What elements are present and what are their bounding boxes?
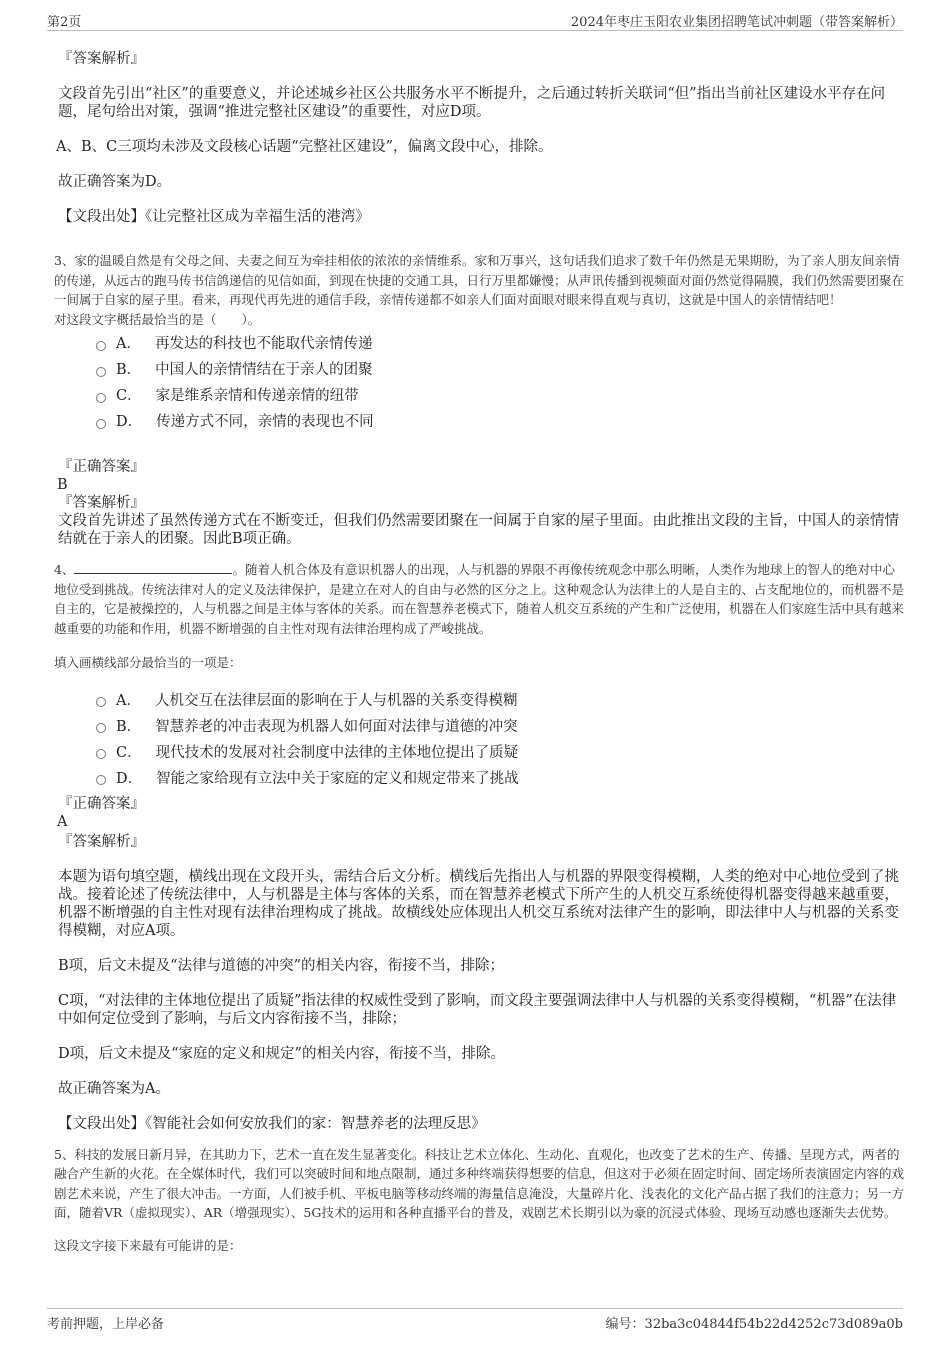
q3-stem: 3、家的温暖自然是有父母之间、夫妻之间互为牵挂相依的浓浓的亲情维系。家和万事兴，这句话我们追求了数千年仍然是无果期盼，为了亲人朋友间亲情的传递，从远古的跑马传书信鸽递信的见信如面，到现在快捷的交通工具，日行万里都嫌慢；从声讯传播到视频面对面仍然觉得隔膜，我们仍然需要团聚在一间属于自家的屋子里。看来，再现代再先进的通信手段，亲情传递都不如亲人们面对面眼对眼来得直观与真切，这就是中国人的亲情情结吧！ <box>54 253 905 307</box>
q4-option-c[interactable]: C． 现代技术的发展对社会制度中法律的主体地位提出了质疑 <box>96 740 950 766</box>
q3-analysis-label: 『答案解析』 <box>58 495 145 511</box>
radio-icon[interactable] <box>96 393 106 403</box>
q2-conclusion: 故正确答案为D。 <box>58 174 172 190</box>
q4-option-d[interactable]: D． 智能之家给现有立法中关于家庭的定义和规定带来了挑战 <box>96 766 950 792</box>
q4-analysis-text: 本题为语句填空题，横线出现在文段开头，需结合后文分析。横线后先指出人与机器的界限变得模糊，人类的绝对中心地位受到了挑战。接着论述了传统法律中，人与机器是主体与客体的关系，而在智慧养老模式下所产生的人机交互系统使得机器变得越来越重要，机器不断增强的自主性对现有法律治理构成了挑战。故横线处应体现出人机交互系统对法律产生的影响，即法律中人与机器的关系变得模糊，对应A项。 <box>58 868 899 939</box>
q3-options <box>0 331 950 435</box>
q4-option-d-analysis: D项，后文未提及“家庭的定义和规定”的相关内容，衔接不当，排除。 <box>58 1045 505 1062</box>
footer-divider <box>47 1308 903 1309</box>
radio-icon[interactable] <box>96 697 106 707</box>
q3-option-b[interactable]: B． 中国人的亲情情结在于亲人的团聚 <box>96 357 950 383</box>
q3-answer-label: 『正确答案』 <box>58 459 145 475</box>
q3-question: 对这段文字概括最恰当的是（ ）。 <box>54 311 261 327</box>
document-body <box>0 46 950 1255</box>
q4-stem: 4、 。随着人机合体及有意识机器人的出现，人与机器的界限不再像传统观念中那么明晰，人类作为地球上的智人的绝对中心地位受到挑战。传统法律对人的定义及法律保护，是建立在对人的自由与必然的区分之上。这种观念认为法律上的人是自主的、占支配地位的，而机器不是自主的，它是被操控的，人与机器之间是主体与客体的关系。而在智慧养老模式下，随着人机交互系统的产生和广泛使用，机器在人们家庭生活中具有越来越重要的功能和作用，机器不断增强的自主性对现有法律治理构成了严峻挑战。 <box>54 562 905 636</box>
radio-icon[interactable] <box>96 749 106 759</box>
q2-source: 【文段出处】《让完整社区成为幸福生活的港湾》 <box>58 209 370 225</box>
q4-option-b[interactable]: B． 智慧养老的冲击表现为机器人如何面对法律与道德的冲突 <box>96 714 950 740</box>
q4-source: 【文段出处】《智能社会如何安放我们的家：智慧养老的法理反思》 <box>58 1115 486 1132</box>
q3-option-d[interactable]: D． 传递方式不同，亲情的表现也不同 <box>96 409 950 435</box>
q4-option-b-analysis: B项，后文未提及“法律与道德的冲突”的相关内容，衔接不当，排除； <box>58 957 504 974</box>
radio-icon[interactable] <box>96 775 106 785</box>
footer-serial: 编号：32ba3c04844f54b22d4252c73d089a0b <box>605 1317 903 1332</box>
q2-analysis-label: 『答案解析』 <box>58 51 145 67</box>
q4-option-c-analysis: C项，“对法律的主体地位提出了质疑”指法律的权威性受到了影响，而文段主要强调法律中人与机器的关系变得模糊，“机器”在法律中如何定位受到了影响，与后文内容衔接不当，排除； <box>58 992 897 1027</box>
q4-question: 填入画横线部分最恰当的一项是： <box>54 655 242 670</box>
q4-conclusion: 故正确答案为A。 <box>58 1080 170 1097</box>
q5-stem: 5、科技的发展日新月异，在其助力下，艺术一直在发生显著变化。科技让艺术立体化、生动化、直观化，也改变了艺术的生产、传播、呈现方式，两者的融合产生新的火花。在全媒体时代，我们可以突破时间和地点限制，通过多种终端获得想要的信息，但这对于必须在固定时间、固定场所表演固定内容的戏剧艺术来说，产生了很大冲击。一方面，人们被手机、平板电脑等移动终端的海量信息淹没，大量碎片化、浅表化的文化产品占据了我们的注意力；另一方面，随着VR（虚拟现实）、AR（增强现实）、5G技术的运用和各种直播平台的普及，戏剧艺术长期引以为豪的沉浸式体验、现场互动感也逐渐失去优势。 <box>54 1146 905 1220</box>
q4-analysis-label: 『答案解析』 <box>58 833 145 850</box>
q2-analysis-text: 文段首先引出“社区”的重要意义，并论述城乡社区公共服务水平不断提升，之后通过转折关联词“但”指出当前社区建设水平存在问题，尾句给出对策，强调“推进完整社区建设”的重要性，对应D项。 <box>58 86 886 120</box>
q4-answer: A <box>57 813 68 830</box>
q4-answer-label: 『正确答案』 <box>58 795 145 812</box>
q3-option-c[interactable]: C． 家是维系亲情和传递亲情的纽带 <box>96 383 950 409</box>
page-number: 第2页 <box>47 15 82 30</box>
radio-icon[interactable] <box>96 723 106 733</box>
q5-question: 这段文字接下来最有可能讲的是： <box>54 1237 242 1253</box>
header-divider <box>47 30 903 31</box>
footer-slogan: 考前押题，上岸必备 <box>47 1317 165 1332</box>
radio-icon[interactable] <box>96 341 106 351</box>
q3-option-a[interactable]: A． 再发达的科技也不能取代亲情传递 <box>96 331 950 357</box>
q2-abc-text: A、B、C三项均未涉及文段核心话题“完整社区建设”，偏离文段中心，排除。 <box>56 139 553 155</box>
fill-blank <box>74 561 232 574</box>
radio-icon[interactable] <box>96 367 106 377</box>
q4-option-a[interactable]: A． 人机交互在法律层面的影响在于人与机器的关系变得模糊 <box>96 688 950 714</box>
q3-analysis-text: 文段首先讲述了虽然传递方式在不断变迁，但我们仍然需要团聚在一间属于自家的屋子里面。由此推出文段的主旨，中国人的亲情情结就在于亲人的团聚。因此B项正确。 <box>58 513 899 547</box>
q3-answer: B <box>57 477 68 493</box>
radio-icon[interactable] <box>96 419 106 429</box>
document-title: 2024年枣庄玉阳农业集团招聘笔试冲刺题（带答案解析） <box>570 15 903 30</box>
q4-options <box>0 688 950 792</box>
